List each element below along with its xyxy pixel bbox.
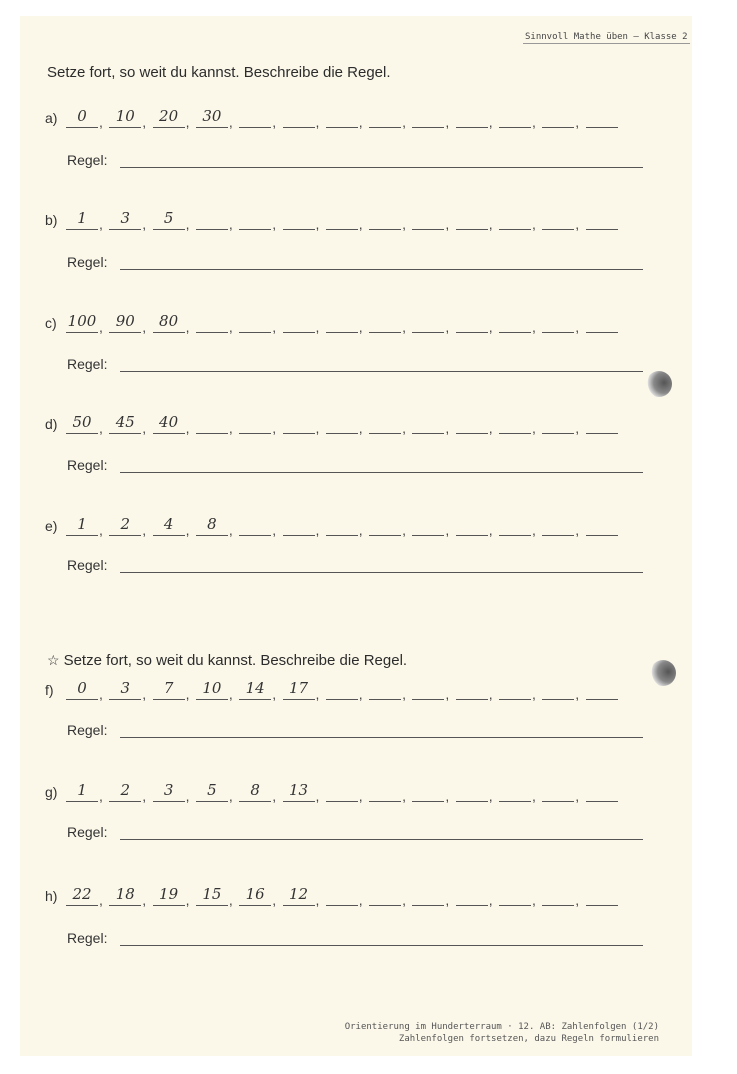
comma-separator: , (575, 319, 580, 335)
answer-blank[interactable] (369, 105, 401, 128)
comma-separator: , (402, 788, 406, 804)
answer-blank[interactable] (456, 411, 488, 434)
given-number: 2 (120, 781, 131, 799)
rule-answer-line[interactable] (120, 167, 643, 168)
comma-separator: , (445, 892, 450, 908)
answer-blank[interactable] (542, 207, 574, 230)
star-icon: ☆ (47, 652, 60, 668)
given-number-slot (66, 207, 98, 230)
rule-answer-line[interactable] (120, 269, 643, 270)
comma-separator: , (315, 522, 320, 538)
given-number-slot (196, 883, 228, 906)
comma-separator: , (228, 522, 233, 538)
comma-separator: , (358, 216, 363, 232)
comma-separator: , (185, 522, 190, 538)
answer-blank[interactable] (412, 883, 444, 906)
given-number: 12 (288, 885, 309, 903)
answer-blank[interactable] (456, 779, 488, 802)
given-number: 2 (120, 515, 131, 533)
comma-separator: , (532, 216, 536, 232)
comma-separator: , (532, 319, 536, 335)
given-number: 10 (115, 107, 135, 125)
answer-blank[interactable] (586, 677, 618, 700)
answer-blank[interactable] (239, 207, 271, 230)
given-number: 3 (120, 679, 131, 697)
number-sequence (66, 778, 656, 802)
answer-blank[interactable] (412, 310, 444, 333)
rule-answer-line[interactable] (120, 472, 643, 473)
answer-blank[interactable] (412, 207, 444, 230)
answer-blank[interactable] (542, 883, 574, 906)
answer-blank[interactable] (456, 105, 488, 128)
comma-separator: , (488, 788, 493, 804)
rule-label: Regel: (67, 722, 108, 738)
comma-separator: , (272, 686, 277, 702)
given-number: 45 (115, 413, 135, 431)
number-sequence (66, 309, 656, 333)
answer-blank[interactable] (326, 310, 358, 333)
given-number: 90 (115, 312, 135, 330)
comma-separator: , (575, 686, 580, 702)
answer-blank[interactable] (542, 513, 574, 536)
answer-blank[interactable] (499, 207, 531, 230)
comma-separator: , (488, 319, 493, 335)
exercise-letter: a) (45, 110, 58, 126)
number-sequence (66, 104, 656, 128)
given-number-slot (109, 883, 141, 906)
given-number-slot (109, 677, 141, 700)
comma-separator: , (272, 892, 277, 908)
given-number-slot (153, 779, 185, 802)
answer-blank[interactable] (586, 105, 618, 128)
given-number: 4 (163, 515, 174, 533)
given-number: 1 (77, 781, 87, 799)
answer-blank[interactable] (239, 411, 271, 434)
exercise-letter: h) (45, 888, 58, 904)
given-number-slot (109, 513, 141, 536)
given-number: 16 (245, 885, 265, 903)
given-number: 40 (159, 413, 179, 431)
given-number-slot (239, 677, 271, 700)
comma-separator: , (402, 216, 406, 232)
given-number-slot (66, 411, 98, 434)
exercise-letter: f) (45, 682, 54, 698)
answer-blank[interactable] (542, 411, 574, 434)
comma-separator: , (575, 420, 580, 436)
comma-separator: , (445, 522, 450, 538)
comma-separator: , (358, 522, 363, 538)
answer-blank[interactable] (326, 105, 358, 128)
answer-blank[interactable] (499, 513, 531, 536)
answer-blank[interactable] (326, 779, 358, 802)
number-sequence (66, 512, 656, 536)
comma-separator: , (575, 522, 580, 538)
answer-blank[interactable] (326, 677, 358, 700)
comma-separator: , (575, 114, 580, 130)
comma-separator: , (185, 216, 190, 232)
comma-separator: , (488, 420, 493, 436)
comma-separator: , (142, 216, 147, 232)
comma-separator: , (272, 319, 277, 335)
answer-blank[interactable] (412, 513, 444, 536)
answer-blank[interactable] (196, 207, 228, 230)
comma-separator: , (445, 686, 450, 702)
given-number-slot (153, 513, 185, 536)
answer-blank[interactable] (196, 310, 228, 333)
answer-blank[interactable] (239, 513, 271, 536)
answer-blank[interactable] (239, 105, 271, 128)
comma-separator: , (445, 420, 450, 436)
given-number-slot (109, 411, 141, 434)
given-number-slot (239, 883, 271, 906)
instruction-star (47, 652, 407, 669)
answer-blank[interactable] (499, 883, 531, 906)
rule-answer-line[interactable] (120, 572, 643, 573)
given-number-slot (66, 883, 98, 906)
given-number-slot (283, 677, 315, 700)
given-number: 17 (288, 679, 309, 697)
answer-blank[interactable] (586, 513, 618, 536)
given-number-slot (239, 779, 271, 802)
comma-separator: , (315, 114, 320, 130)
comma-separator: , (99, 522, 103, 538)
given-number-slot (153, 207, 185, 230)
punch-hole (646, 371, 672, 397)
given-number: 10 (202, 679, 222, 697)
exercise-letter: b) (45, 212, 58, 228)
given-number-slot (196, 677, 228, 700)
given-number-slot (109, 105, 141, 128)
rule-answer-line[interactable] (120, 945, 643, 946)
given-number: 8 (207, 515, 217, 533)
given-number-slot (196, 779, 228, 802)
answer-blank[interactable] (456, 883, 488, 906)
rule-label: Regel: (67, 457, 108, 473)
answer-blank[interactable] (412, 779, 444, 802)
comma-separator: , (142, 788, 147, 804)
given-number: 19 (159, 885, 179, 903)
exercise-letter: g) (45, 784, 58, 800)
given-number: 50 (72, 413, 92, 431)
comma-separator: , (272, 420, 277, 436)
comma-separator: , (358, 788, 363, 804)
exercise-letter: c) (45, 315, 57, 331)
comma-separator: , (185, 319, 190, 335)
number-sequence (66, 206, 656, 230)
given-number: 5 (163, 209, 174, 227)
exercise-letter: d) (45, 416, 58, 432)
comma-separator: , (402, 114, 406, 130)
comma-separator: , (575, 892, 580, 908)
given-number: 30 (202, 107, 222, 125)
answer-blank[interactable] (326, 411, 358, 434)
comma-separator: , (272, 114, 277, 130)
comma-separator: , (488, 216, 493, 232)
answer-blank[interactable] (499, 105, 531, 128)
comma-separator: , (532, 686, 536, 702)
comma-separator: , (358, 319, 363, 335)
answer-blank[interactable] (586, 883, 618, 906)
answer-blank[interactable] (369, 779, 401, 802)
answer-blank[interactable] (542, 677, 574, 700)
answer-blank[interactable] (283, 207, 315, 230)
given-number-slot (153, 105, 185, 128)
comma-separator: , (488, 892, 493, 908)
comma-separator: , (445, 114, 450, 130)
given-number: 14 (245, 679, 265, 697)
comma-separator: , (358, 892, 363, 908)
comma-separator: , (488, 686, 493, 702)
given-number: 3 (163, 781, 174, 799)
number-sequence (66, 882, 656, 906)
rule-answer-line[interactable] (120, 737, 643, 738)
answer-blank[interactable] (283, 310, 315, 333)
comma-separator: , (142, 420, 147, 436)
rule-label: Regel: (67, 254, 108, 270)
comma-separator: , (315, 319, 320, 335)
comma-separator: , (185, 420, 190, 436)
answer-blank[interactable] (326, 513, 358, 536)
answer-blank[interactable] (326, 883, 358, 906)
answer-blank[interactable] (239, 310, 271, 333)
comma-separator: , (445, 319, 450, 335)
comma-separator: , (488, 522, 493, 538)
given-number: 22 (72, 885, 92, 903)
given-number-slot (153, 677, 185, 700)
rule-answer-line[interactable] (120, 839, 643, 840)
comma-separator: , (358, 420, 363, 436)
comma-separator: , (358, 114, 363, 130)
comma-separator: , (228, 114, 233, 130)
given-number: 7 (163, 679, 174, 697)
answer-blank[interactable] (412, 411, 444, 434)
answer-blank[interactable] (456, 677, 488, 700)
comma-separator: , (315, 420, 320, 436)
given-number: 18 (115, 885, 135, 903)
comma-separator: , (575, 216, 580, 232)
comma-separator: , (402, 892, 406, 908)
answer-blank[interactable] (369, 310, 401, 333)
comma-separator: , (315, 788, 320, 804)
comma-separator: , (228, 420, 233, 436)
comma-separator: , (142, 114, 147, 130)
comma-separator: , (358, 686, 363, 702)
header-tag: Sinnvoll Mathe üben – Klasse 2 (525, 32, 688, 42)
comma-separator: , (99, 892, 103, 908)
comma-separator: , (142, 319, 147, 335)
answer-blank[interactable] (369, 411, 401, 434)
answer-blank[interactable] (326, 207, 358, 230)
answer-blank[interactable] (542, 310, 574, 333)
answer-blank[interactable] (412, 677, 444, 700)
given-number: 0 (77, 679, 87, 697)
comma-separator: , (402, 522, 406, 538)
given-number: 1 (77, 209, 87, 227)
answer-blank[interactable] (586, 411, 618, 434)
comma-separator: , (532, 788, 536, 804)
answer-blank[interactable] (456, 513, 488, 536)
comma-separator: , (402, 319, 406, 335)
given-number-slot (109, 779, 141, 802)
given-number-slot (283, 779, 315, 802)
given-number-slot (109, 310, 141, 333)
answer-blank[interactable] (499, 310, 531, 333)
comma-separator: , (228, 788, 233, 804)
comma-separator: , (99, 686, 103, 702)
comma-separator: , (142, 686, 147, 702)
rule-label: Regel: (67, 152, 108, 168)
given-number-slot (153, 411, 185, 434)
instruction-text: Setze fort, so weit du kannst. Beschreibe die Regel. (63, 652, 408, 669)
exercise-letter: e) (45, 518, 58, 534)
footer-line-1: Orientierung im Hunderterraum · 12. AB: Zahlenfolgen (1/2) (344, 1022, 659, 1032)
answer-blank[interactable] (499, 677, 531, 700)
comma-separator: , (228, 216, 233, 232)
answer-blank[interactable] (283, 105, 315, 128)
comma-separator: , (402, 686, 406, 702)
rule-label: Regel: (67, 557, 108, 573)
given-number-slot (66, 779, 98, 802)
comma-separator: , (142, 892, 147, 908)
number-sequence (66, 676, 656, 700)
comma-separator: , (532, 420, 536, 436)
comma-separator: , (575, 788, 580, 804)
answer-blank[interactable] (586, 779, 618, 802)
given-number: 5 (207, 781, 217, 799)
rule-label: Regel: (67, 824, 108, 840)
comma-separator: , (272, 788, 277, 804)
footer (345, 1021, 659, 1045)
answer-blank[interactable] (586, 207, 618, 230)
given-number-slot (66, 310, 98, 333)
comma-separator: , (228, 892, 233, 908)
answer-blank[interactable] (369, 883, 401, 906)
number-sequence (66, 410, 656, 434)
comma-separator: , (272, 216, 277, 232)
comma-separator: , (532, 114, 536, 130)
comma-separator: , (99, 114, 103, 130)
comma-separator: , (185, 114, 190, 130)
answer-blank[interactable] (369, 207, 401, 230)
comma-separator: , (315, 892, 320, 908)
given-number: 0 (77, 107, 87, 125)
comma-separator: , (272, 522, 277, 538)
instruction-text: Setze fort, so weit du kannst. Beschreibe die Regel. (47, 64, 391, 81)
given-number: 3 (120, 209, 131, 227)
comma-separator: , (488, 114, 493, 130)
answer-blank[interactable] (196, 411, 228, 434)
comma-separator: , (315, 216, 320, 232)
comma-separator: , (228, 319, 233, 335)
punch-hole (650, 660, 676, 686)
given-number-slot (66, 677, 98, 700)
rule-answer-line[interactable] (120, 371, 643, 372)
comma-separator: , (228, 686, 233, 702)
comma-separator: , (532, 892, 536, 908)
comma-separator: , (99, 420, 103, 436)
given-number-slot (66, 513, 98, 536)
answer-blank[interactable] (542, 105, 574, 128)
given-number-slot (283, 883, 315, 906)
answer-blank[interactable] (456, 207, 488, 230)
comma-separator: , (185, 892, 190, 908)
given-number: 1 (77, 515, 87, 533)
answer-blank[interactable] (283, 411, 315, 434)
rule-label: Regel: (67, 356, 108, 372)
answer-blank[interactable] (369, 677, 401, 700)
answer-blank[interactable] (369, 513, 401, 536)
answer-blank[interactable] (283, 513, 315, 536)
given-number-slot (66, 105, 98, 128)
given-number: 15 (202, 885, 222, 903)
rule-label: Regel: (67, 930, 108, 946)
answer-blank[interactable] (586, 310, 618, 333)
given-number: 8 (250, 781, 260, 799)
given-number-slot (196, 513, 228, 536)
given-number-slot (153, 310, 185, 333)
answer-blank[interactable] (499, 779, 531, 802)
answer-blank[interactable] (456, 310, 488, 333)
comma-separator: , (99, 788, 103, 804)
given-number-slot (109, 207, 141, 230)
comma-separator: , (99, 319, 103, 335)
answer-blank[interactable] (499, 411, 531, 434)
comma-separator: , (315, 686, 320, 702)
given-number: 20 (159, 107, 179, 125)
given-number: 80 (159, 312, 179, 330)
comma-separator: , (185, 788, 190, 804)
given-number: 100 (67, 312, 97, 330)
comma-separator: , (142, 522, 147, 538)
comma-separator: , (185, 686, 190, 702)
answer-blank[interactable] (412, 105, 444, 128)
given-number: 13 (288, 781, 309, 799)
answer-blank[interactable] (542, 779, 574, 802)
given-number-slot (153, 883, 185, 906)
comma-separator: , (445, 788, 450, 804)
comma-separator: , (445, 216, 450, 232)
comma-separator: , (532, 522, 536, 538)
instruction-main (47, 64, 391, 81)
footer-line-2: Zahlenfolgen fortsetzen, dazu Regeln formulieren (398, 1034, 659, 1044)
given-number-slot (196, 105, 228, 128)
comma-separator: , (99, 216, 103, 232)
comma-separator: , (402, 420, 406, 436)
